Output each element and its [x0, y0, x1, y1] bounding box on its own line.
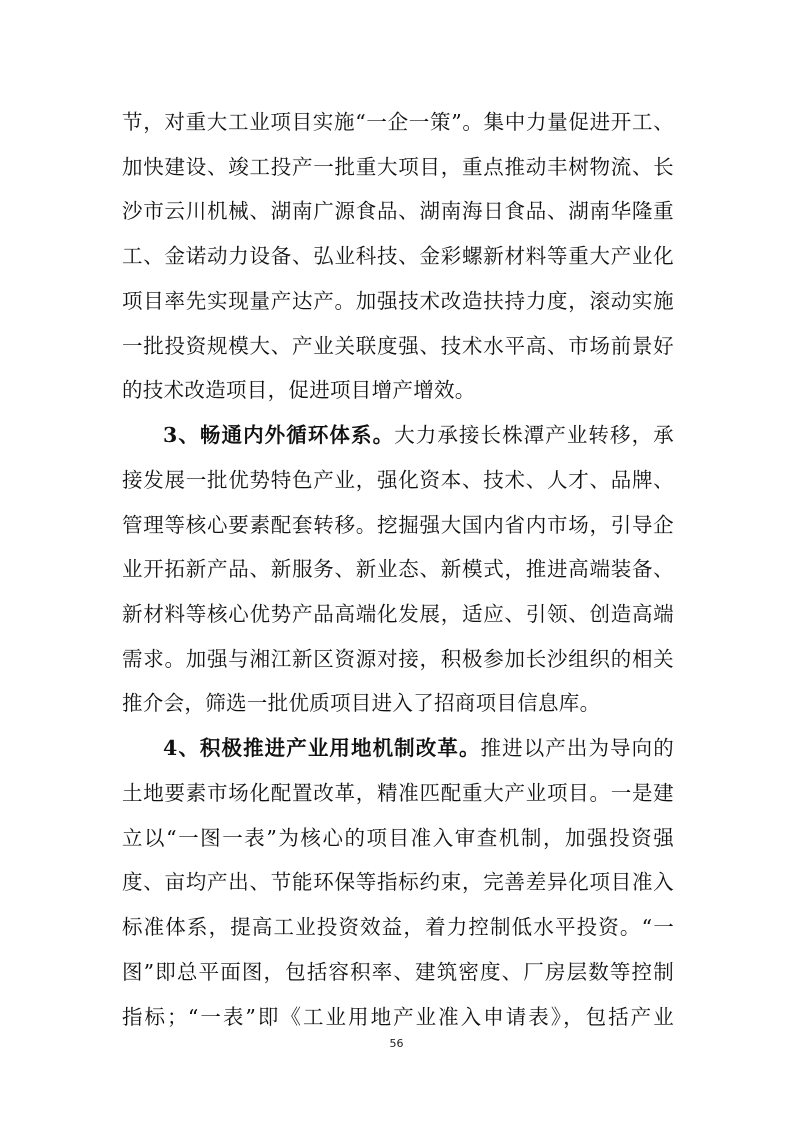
text-line-20: 图”即总平面图，包括容积率、建筑密度、厂房层数等控制 — [122, 960, 674, 984]
text-line-19: 标准体系，提高工业投资效益，着力控制低水平投资。“一 — [122, 915, 674, 939]
page-number: 56 — [389, 1037, 404, 1050]
section-3-heading: 3、畅通内外循环体系。 — [163, 423, 395, 447]
text-line-17: 立以“一图一表”为核心的项目准入审查机制，加强投资强 — [122, 826, 674, 850]
text-line-13: 需求。加强与湘江新区资源对接，积极参加长沙组织的相关 — [122, 647, 674, 671]
section-4-heading: 4、积极推进产业用地机制改革。 — [163, 736, 481, 760]
text-line-18: 度、亩均产出、节能环保等指标约束，完善差异化项目准入 — [122, 870, 674, 894]
text-line-14: 推介会，筛选一批优质项目进入了招商项目信息库。 — [122, 691, 601, 715]
text-line-10: 管理等核心要素配套转移。挖掘强大国内省内市场，引导企 — [122, 513, 674, 537]
section-3-first-line — [163, 420, 674, 450]
text-line-3: 沙市云川机械、湖南广源食品、湖南海日食品、湖南华隆重 — [122, 199, 674, 223]
section-4-first-line — [163, 733, 674, 763]
text-line-1: 节，对重大工业项目实施“一企一策”。集中力量促进开工、 — [122, 110, 674, 134]
text-line-6: 一批投资规模大、产业关联度强、技术水平高、市场前景好 — [122, 334, 674, 358]
text-line-9: 接发展一批优势特色产业，强化资本、技术、人才、品牌、 — [122, 468, 674, 492]
text-line-12: 新材料等核心优势产品高端化发展，适应、引领、创造高端 — [122, 602, 674, 626]
text-line-5: 项目率先实现量产达产。加强技术改造扶持力度，滚动实施 — [122, 289, 674, 313]
text-line-2: 加快建设、竣工投产一批重大项目，重点推动丰树物流、长 — [122, 155, 674, 179]
text-line-4: 工、金诺动力设备、弘业科技、金彩螺新材料等重大产业化 — [122, 244, 674, 268]
section-3-lead-text: 大力承接长株潭产业转移，承 — [394, 423, 674, 447]
text-line-16: 土地要素市场化配置改革，精准匹配重大产业项目。一是建 — [122, 781, 674, 805]
text-line-7: 的技术改造项目，促进项目增产增效。 — [122, 378, 476, 402]
text-line-21: 指标；“一表”即《工业用地产业准入申请表》，包括产业 — [122, 1005, 674, 1029]
section-4-lead-text: 推进以产出为导向的 — [480, 736, 674, 760]
text-line-11: 业开拓新产品、新服务、新业态、新模式，推进高端装备、 — [122, 557, 674, 581]
